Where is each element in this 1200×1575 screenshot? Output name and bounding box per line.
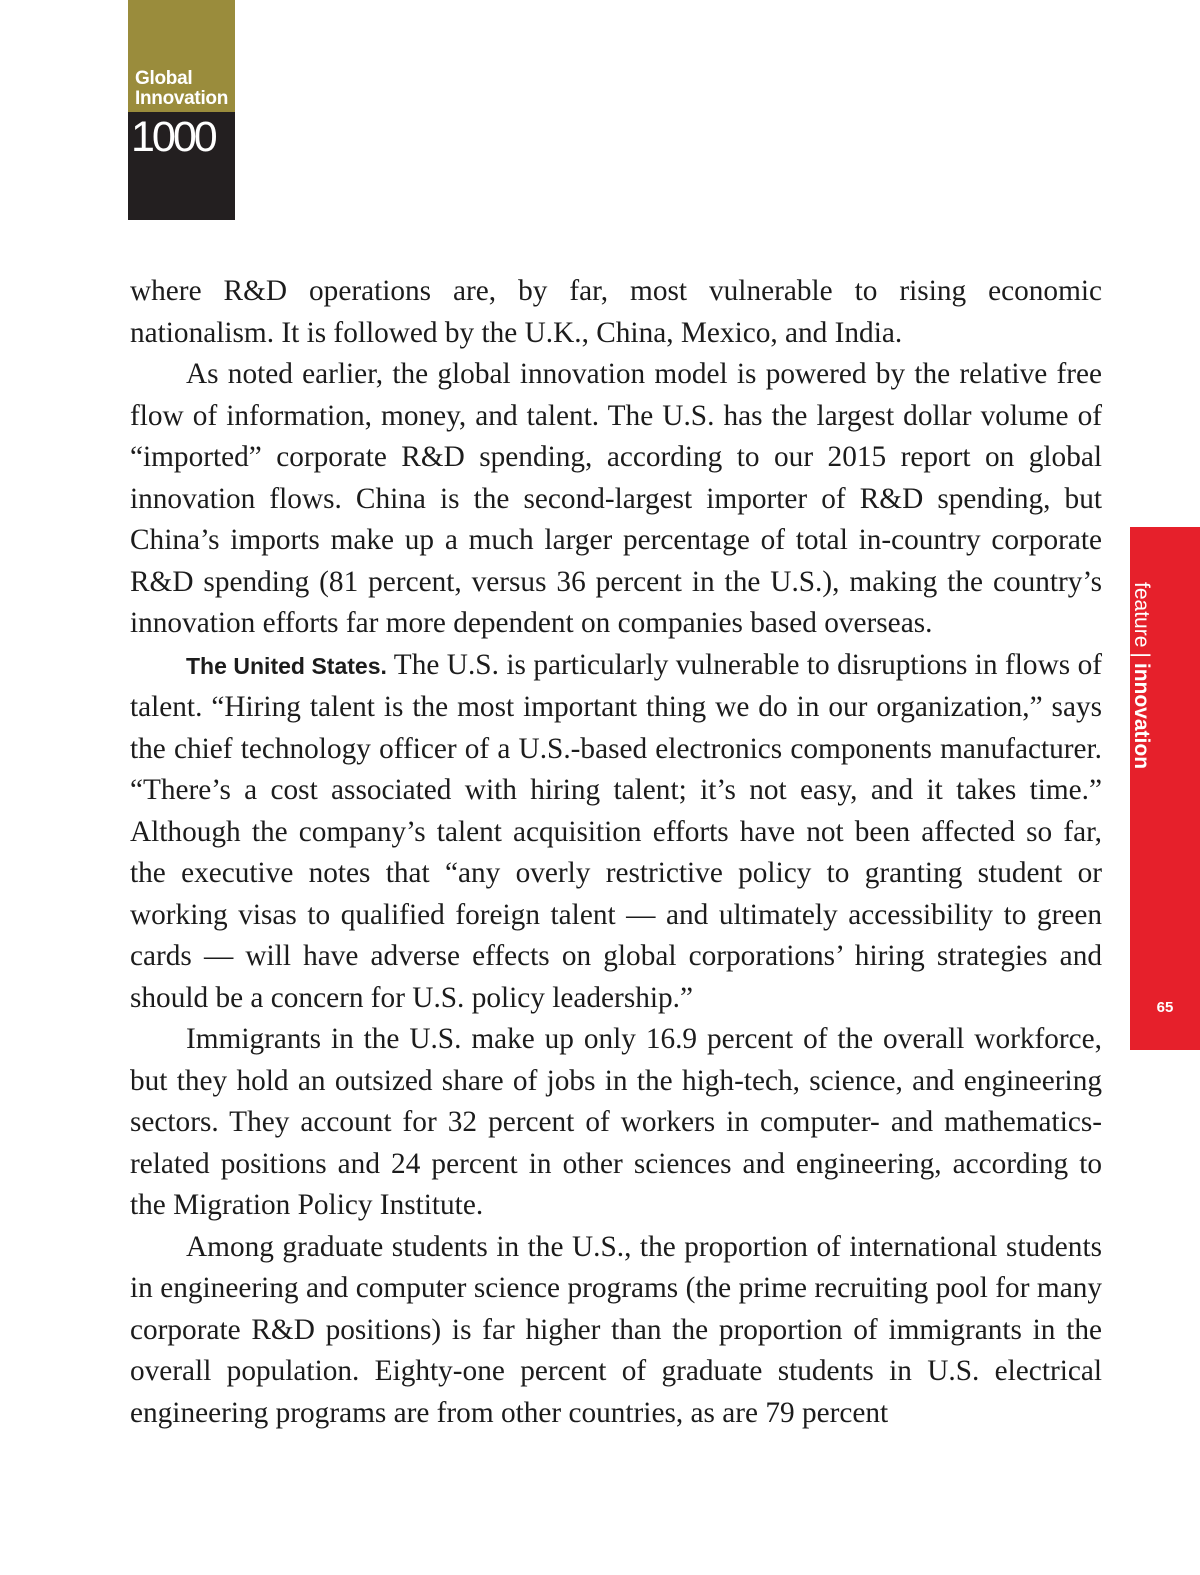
paragraph-3: [130, 645, 1102, 1020]
runin-heading: The United States.: [186, 652, 387, 679]
logo-word-global: Global: [135, 68, 193, 89]
section-label: [1129, 582, 1153, 769]
global-innovation-1000-logo: [128, 0, 235, 220]
paragraph-3-text: The U.S. is particularly vulnerable to disruptions in flows of talent. “Hiring talent is the most important thing we do in our organization,” says the chief technology officer of a U.S.-based electronics components manufacturer. “There’s a cost associated with hiring talent; it’s not easy, and it takes time.” Although the company’s talent acquisition efforts have not been affected so far, the executive notes that “any overly restrictive policy to granting student or working visas to qualified foreign talent — and ultimately accessibility to green cards — will have adverse effects on global corporations’ hiring strategies and should be a concern for U.S. policy leadership.”: [130, 648, 1102, 1014]
logo-word-innovation: Innovation: [135, 88, 229, 109]
section-tab: [1130, 527, 1200, 1050]
paragraph-4: Immigrants in the U.S. make up only 16.9 percent of the overall workforce, but they hold an outsized share of jobs in the high-tech, science, and engineering sectors. They account for 32 percent of workers in computer- and mathematics-related positions and 24 percent in other sciences and engineering, according to the Migration Policy Institute.: [130, 1023, 1102, 1221]
page-number: 65: [1156, 999, 1174, 1016]
section-name: feature: [1130, 582, 1153, 648]
section-topic: innovation: [1130, 662, 1153, 770]
paragraph-5: Among graduate students in the U.S., the proportion of international students in engineering and computer science programs (the prime recruiting pool for many corporate R&D positions) is far higher than the proportion of immigrants in the overall population. Eighty-one percent of graduate students in U.S. electrical engineering programs are from other countries, as are 79 percent: [130, 1230, 1102, 1429]
logo-number: 1000: [131, 113, 215, 161]
paragraph-2: As noted earlier, the global innovation model is powered by the relative free flow of information, money, and talent. The U.S. has the largest dollar volume of “imported” corporate R&D spending, according to our 2015 report on global innovation flows. China is the second-largest importer of R&D spending, but China’s imports make up a much larger percentage of total in-country corporate R&D spending (81 percent, versus 36 percent in the U.S.), making the country’s innovation efforts far more dependent on companies based overseas.: [130, 358, 1102, 639]
paragraph-1: where R&D operations are, by far, most vulnerable to rising economic nationalism. It is followed by the U.K., China, Mexico, and India.: [130, 275, 1102, 349]
section-separator: |: [1130, 652, 1153, 658]
article-body: [130, 271, 1102, 1434]
